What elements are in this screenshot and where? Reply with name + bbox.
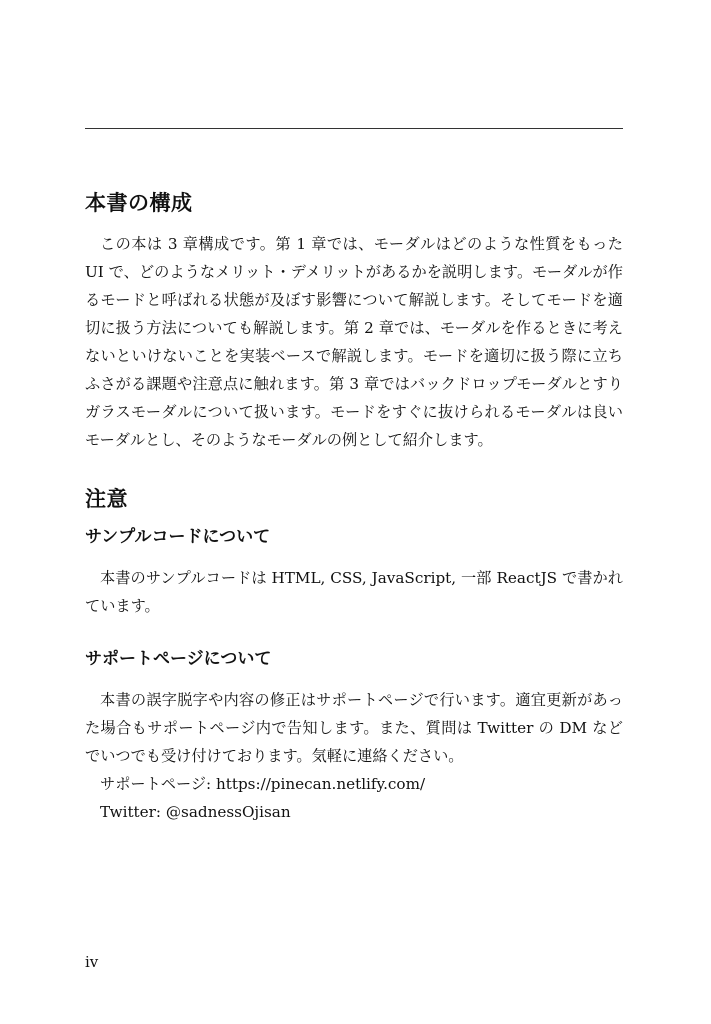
page-number: iv [85, 953, 99, 971]
support-page-paragraph: 本書の誤字脱字や内容の修正はサポートページで行います。適宜更新があった場合もサポートページ内で告知します。また、質問は Twitter の DM などでいつでも受け付けております。気軽に連絡ください。 [85, 691, 623, 765]
sample-code-paragraph: 本書のサンプルコードは HTML, CSS, JavaScript, 一部 ReactJS で書かれています。 [85, 569, 623, 615]
section-heading-notes: 注意 [85, 487, 128, 511]
structure-paragraph: この本は 3 章構成です。第 1 章では、モーダルはどのような性質をもった UI で、どのようなメリット・デメリットがあるかを説明します。モーダルが作るモードと呼ばれる状態が及ぼす影響について解説します。そしてモードを適切に扱う方法についても解説します。第 2 章では、モーダルを作るときに考えないといけないことを実装ベースで解説します。モードを適切に扱う際に立ちふさがる課題や注意点に触れます。第 3 章ではバックドロップモーダルとすりガラスモーダルについて扱います。モードをすぐに抜けられるモーダルは良いモーダルとし、そのようなモーダルの例として紹介します。 [85, 235, 623, 449]
header-rule [85, 128, 623, 129]
section-heading-structure: 本書の構成 [85, 191, 193, 215]
support-page-url: サポートページ: https://pinecan.netlify.com/ [100, 775, 426, 793]
page-content [85, 186, 623, 826]
subheading-sample-code: サンプルコードについて [85, 527, 271, 547]
subheading-support-page: サポートページについて [85, 649, 272, 669]
twitter-handle: Twitter: @sadnessOjisan [100, 803, 291, 821]
